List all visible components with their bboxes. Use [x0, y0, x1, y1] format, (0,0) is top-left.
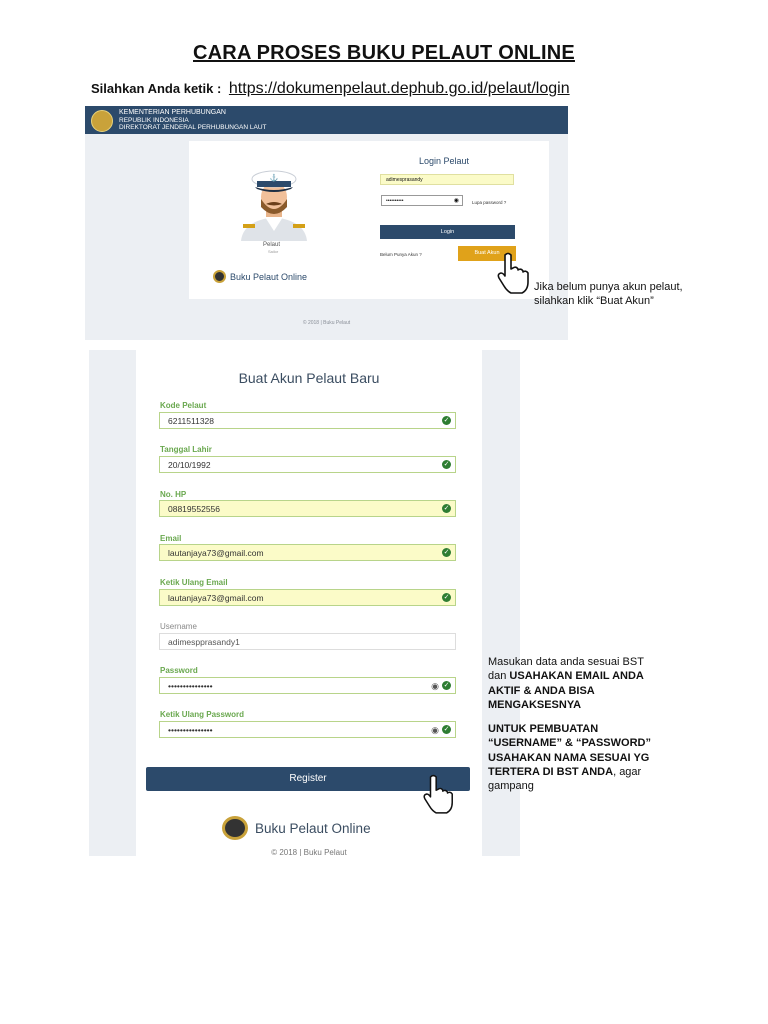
username-value: adimespprasandy1	[168, 637, 240, 647]
note-tail-text: , agar gampang	[488, 765, 642, 793]
retype-email-value: lautanjaya73@gmail.com	[168, 593, 264, 603]
no-hp-value: 08819552556	[168, 504, 221, 514]
username-input[interactable]	[159, 633, 456, 650]
field-label-password: Password	[160, 666, 198, 675]
hand-pointer-icon	[422, 772, 456, 816]
intro-label: Silahkan Anda ketik :	[91, 81, 222, 96]
valid-check-icon: ✓	[443, 726, 450, 733]
brand-name: Buku Pelaut Online	[255, 820, 371, 836]
eye-icon[interactable]: ◉	[431, 725, 439, 735]
login-button[interactable]: Login	[380, 225, 515, 239]
password-input[interactable]	[381, 195, 463, 206]
field-label-retype-password: Ketik Ulang Password	[160, 710, 245, 719]
sailor-avatar-icon	[235, 169, 313, 241]
valid-check-icon: ✓	[443, 549, 450, 556]
retype-email-input[interactable]	[159, 589, 456, 606]
ministry-seal-icon	[91, 110, 113, 132]
avatar-label: Pelaut	[263, 242, 281, 248]
register-button[interactable]: Register	[146, 767, 470, 791]
eye-icon[interactable]: ◉	[431, 681, 439, 691]
retype-password-value: •••••••••••••••	[168, 725, 213, 735]
hand-pointer-icon	[496, 252, 532, 294]
login-card	[189, 141, 549, 299]
valid-check-icon: ✓	[443, 505, 450, 512]
valid-check-icon: ✓	[443, 461, 450, 468]
note-username-password	[488, 722, 658, 793]
field-label-kode-pelaut: Kode Pelaut	[160, 401, 207, 410]
note-username-warning: UNTUK PEMBUATAN “USERNAME” & “PASSWORD” USAHAKAN NAMA SESUAI YG TERTERA DI BST ANDA	[488, 723, 651, 778]
register-footer: © 2018 | Buku Pelaut	[271, 848, 347, 856]
valid-check-icon: ✓	[443, 682, 450, 689]
brand-logo-icon	[222, 816, 248, 840]
brand-logo-icon	[213, 270, 226, 283]
intro-line	[91, 80, 570, 98]
retype-password-input[interactable]	[159, 721, 456, 738]
field-label-retype-email: Ketik Ulang Email	[160, 578, 228, 587]
header-line-1: KEMENTERIAN PERHUBUNGAN	[119, 109, 226, 116]
document-title: CARA PROSES BUKU PELAUT ONLINE	[193, 42, 575, 64]
field-label-no-hp: No. HP	[160, 490, 187, 499]
password-value: ••••••••••	[386, 198, 404, 204]
login-footer: © 2018 | Buku Pelaut	[302, 320, 351, 326]
header-line-3: DIREKTORAT JENDERAL PERHUBUNGAN LAUT	[119, 124, 267, 131]
ministry-header	[85, 106, 568, 134]
password-input[interactable]	[159, 677, 456, 694]
note-register-data	[488, 655, 658, 712]
brand-name: Buku Pelaut Online	[230, 271, 308, 282]
username-input[interactable]: adimesprasandy	[380, 174, 514, 185]
register-title: Buat Akun Pelaut Baru	[238, 370, 380, 386]
avatar-sublabel: Sailor	[268, 249, 279, 254]
forgot-password-link[interactable]: Lupa password ?	[472, 200, 507, 205]
login-page-screenshot	[85, 106, 568, 340]
kode-pelaut-value: 6211511328	[168, 416, 215, 426]
login-url-link[interactable]: https://dokumenpelaut.dephub.go.id/pelaut/login	[228, 80, 570, 97]
note-create-account: Jika belum punya akun pelaut, silahkan klik “Buat Akun”	[534, 281, 683, 308]
note-intro-text: Masukan data anda sesuai BST dan	[488, 656, 644, 683]
kode-pelaut-input[interactable]	[159, 412, 456, 429]
no-account-label: Belum Punya Akun ?	[380, 252, 422, 257]
field-label-username: Username	[160, 622, 197, 631]
email-input[interactable]	[159, 544, 456, 561]
tanggal-lahir-input[interactable]	[159, 456, 456, 473]
field-label-tanggal-lahir: Tanggal Lahir	[160, 445, 212, 454]
password-value: •••••••••••••••	[168, 681, 213, 691]
field-label-email: Email	[160, 534, 182, 543]
note-email-warning: USAHAKAN EMAIL ANDA AKTIF & ANDA BISA MENGAKSESNYA	[488, 670, 644, 711]
login-title: Login Pelaut	[419, 156, 470, 166]
tanggal-lahir-value: 20/10/1992	[168, 460, 211, 470]
svg-text:⚓: ⚓	[269, 175, 279, 182]
eye-icon[interactable]: ◉	[453, 198, 459, 204]
no-hp-input[interactable]	[159, 500, 456, 517]
valid-check-icon: ✓	[443, 417, 450, 424]
create-account-button[interactable]: Buat Akun	[458, 246, 516, 261]
brand-row	[213, 270, 307, 283]
header-line-2: REPUBLIK INDONESIA	[119, 117, 189, 124]
email-value: lautanjaya73@gmail.com	[168, 548, 264, 558]
valid-check-icon: ✓	[443, 594, 450, 601]
brand-row	[222, 816, 371, 840]
